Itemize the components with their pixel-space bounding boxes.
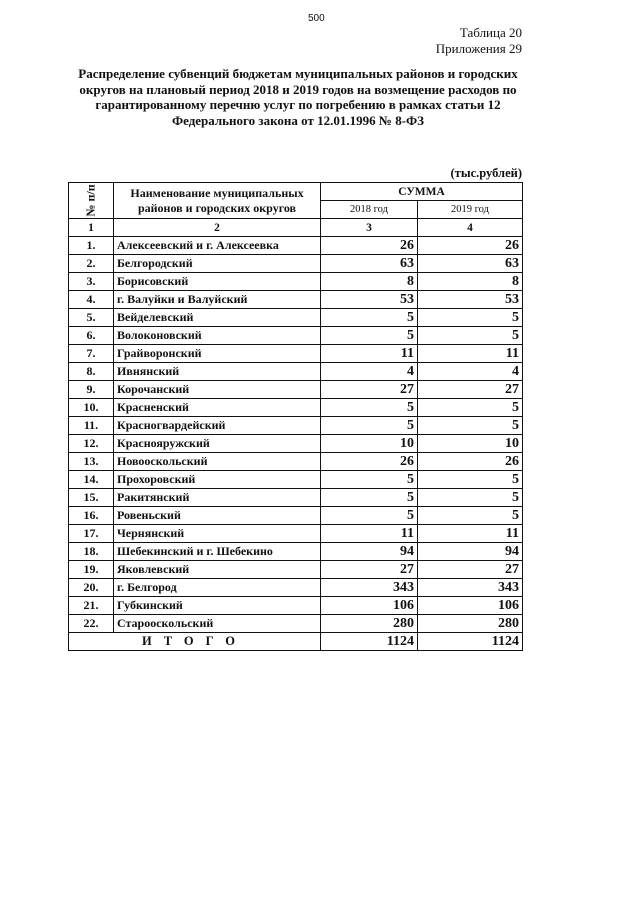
row-value-2018: 8 [321,273,418,291]
row-name: г. Валуйки и Валуйский [114,291,321,309]
row-name: Корочанский [114,381,321,399]
row-value-2019: 5 [418,309,523,327]
row-value-2019: 280 [418,615,523,633]
row-value-2018: 280 [321,615,418,633]
row-number: 16. [69,507,114,525]
row-name: Яковлевский [114,561,321,579]
row-value-2019: 27 [418,381,523,399]
table-body [69,237,523,633]
row-name: Шебекинский и г. Шебекино [114,543,321,561]
row-value-2018: 63 [321,255,418,273]
table-row [69,237,523,255]
row-number: 3. [69,273,114,291]
row-value-2019: 53 [418,291,523,309]
col-2019-header: 2019 год [418,201,523,219]
row-name: Алексеевский и г. Алексеевка [114,237,321,255]
row-number: 14. [69,471,114,489]
table-row [69,417,523,435]
row-value-2019: 343 [418,579,523,597]
row-value-2019: 11 [418,345,523,363]
row-number: 2. [69,255,114,273]
table-row [69,561,523,579]
row-value-2019: 4 [418,363,523,381]
table-row [69,345,523,363]
row-value-2018: 11 [321,525,418,543]
row-value-2019: 5 [418,489,523,507]
table-label: Таблица 20 [459,25,522,40]
row-name: Грайворонский [114,345,321,363]
row-value-2018: 27 [321,561,418,579]
row-number: 5. [69,309,114,327]
row-value-2019: 5 [418,399,523,417]
row-name: Белгородский [114,255,321,273]
col-num-header: № п/п [69,183,114,219]
table-row [69,579,523,597]
row-value-2018: 5 [321,417,418,435]
row-name: Краснояружский [114,435,321,453]
row-value-2018: 27 [321,381,418,399]
row-value-2018: 106 [321,597,418,615]
row-name: Старооскольский [114,615,321,633]
units-label: (тыс.рублей) [450,166,522,180]
row-value-2018: 26 [321,453,418,471]
row-number: 1. [69,237,114,255]
row-value-2018: 5 [321,309,418,327]
row-number: 22. [69,615,114,633]
row-name: Губкинский [114,597,321,615]
row-name: Красногвардейский [114,417,321,435]
row-value-2018: 5 [321,471,418,489]
index-cell: 2 [114,219,321,237]
row-value-2019: 5 [418,327,523,345]
row-value-2018: 5 [321,327,418,345]
table-row [69,381,523,399]
row-name: Ракитянский [114,489,321,507]
document-title: Распределение субвенций бюджетам муниципальных районов и городских округов на плановый период 2018 и 2019 годов на возмещение расходов по гарантированному перечню услуг по погребению в рамках статьи 12 Федерального закона от 12.01.1996 № 8-ФЗ [78,66,518,128]
row-number: 10. [69,399,114,417]
index-cell: 1 [69,219,114,237]
table-row [69,525,523,543]
row-number: 17. [69,525,114,543]
row-number: 20. [69,579,114,597]
row-value-2019: 27 [418,561,523,579]
table-row [69,615,523,633]
document-header [436,25,522,57]
row-value-2019: 10 [418,435,523,453]
col-name-header: Наименование муниципальных районов и городских округов [114,183,321,219]
row-number: 19. [69,561,114,579]
row-number: 12. [69,435,114,453]
index-cell: 4 [418,219,523,237]
row-value-2019: 5 [418,507,523,525]
appendix-label: Приложения 29 [435,41,522,56]
row-name: Новооскольский [114,453,321,471]
table-row [69,489,523,507]
row-value-2018: 4 [321,363,418,381]
row-value-2018: 5 [321,399,418,417]
row-name: Борисовский [114,273,321,291]
row-number: 13. [69,453,114,471]
table-row [69,309,523,327]
row-value-2019: 26 [418,237,523,255]
col-sum-header: СУММА [321,183,523,201]
row-value-2018: 11 [321,345,418,363]
row-number: 15. [69,489,114,507]
row-name: Вейделевский [114,309,321,327]
row-number: 9. [69,381,114,399]
col-2018-header: 2018 год [321,201,418,219]
row-value-2019: 11 [418,525,523,543]
row-value-2018: 94 [321,543,418,561]
row-value-2018: 10 [321,435,418,453]
table-row [69,399,523,417]
row-number: 6. [69,327,114,345]
row-value-2019: 63 [418,255,523,273]
total-2018: 1124 [321,633,418,651]
table-row [69,471,523,489]
page-number: 500 [308,13,325,24]
row-value-2018: 53 [321,291,418,309]
subsidy-table [68,182,523,651]
row-number: 18. [69,543,114,561]
table-row [69,363,523,381]
row-number: 11. [69,417,114,435]
row-number: 21. [69,597,114,615]
header-row [69,183,523,201]
table-row [69,255,523,273]
table-row [69,291,523,309]
row-value-2019: 8 [418,273,523,291]
row-name: Ивнянский [114,363,321,381]
table-row [69,435,523,453]
row-value-2019: 106 [418,597,523,615]
total-label: ИТОГО [69,633,321,651]
row-value-2018: 5 [321,489,418,507]
row-value-2018: 343 [321,579,418,597]
row-value-2018: 26 [321,237,418,255]
row-value-2018: 5 [321,507,418,525]
table-row [69,327,523,345]
row-value-2019: 5 [418,417,523,435]
row-name: Красненский [114,399,321,417]
index-row [69,219,523,237]
table-row [69,597,523,615]
row-name: Чернянский [114,525,321,543]
row-value-2019: 94 [418,543,523,561]
index-cell: 3 [321,219,418,237]
row-number: 8. [69,363,114,381]
row-value-2019: 5 [418,471,523,489]
table-row [69,543,523,561]
row-name: Прохоровский [114,471,321,489]
total-row [69,633,523,651]
row-number: 4. [69,291,114,309]
row-name: Ровеньский [114,507,321,525]
row-value-2019: 26 [418,453,523,471]
row-number: 7. [69,345,114,363]
table-row [69,453,523,471]
row-name: г. Белгород [114,579,321,597]
total-2019: 1124 [418,633,523,651]
table-row [69,273,523,291]
table-row [69,507,523,525]
row-name: Волоконовский [114,327,321,345]
